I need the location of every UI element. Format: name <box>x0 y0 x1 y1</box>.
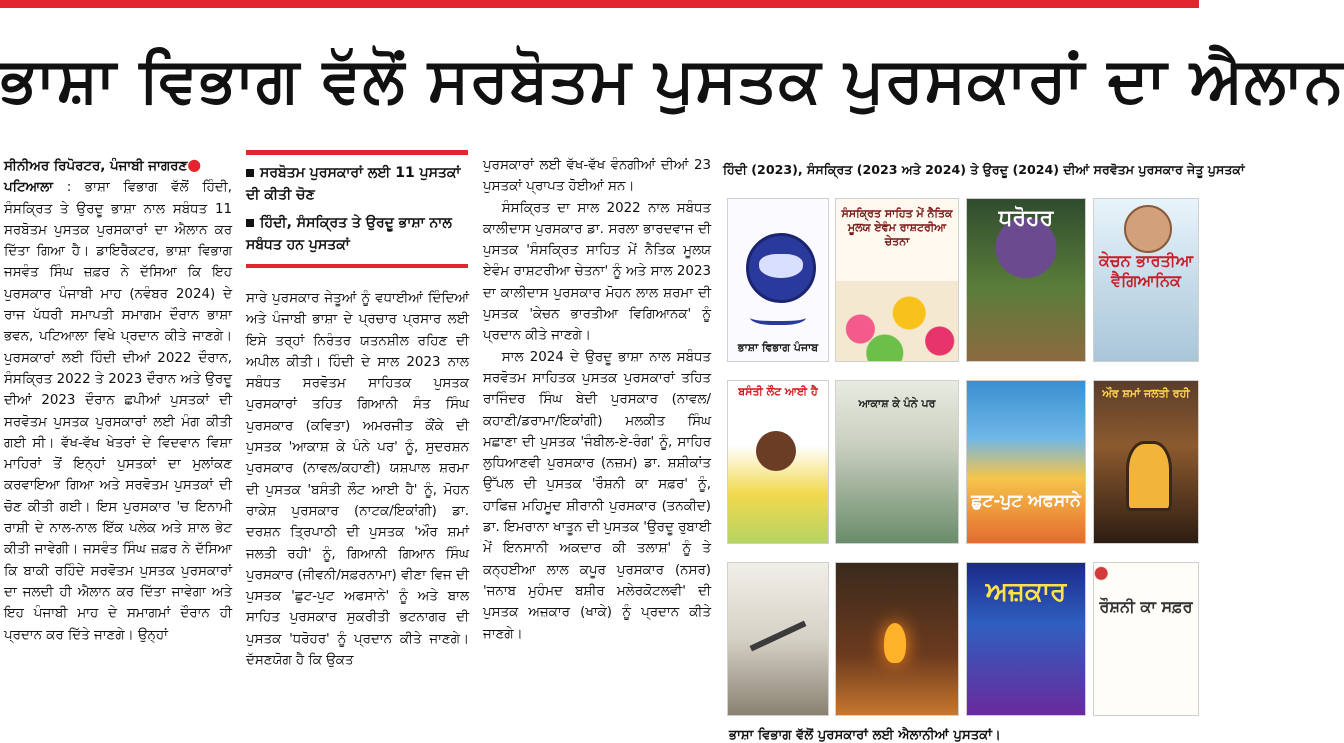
top-rule <box>0 0 1199 8</box>
body-text-col1: : ਭਾਸ਼ਾ ਵਿਭਾਗ ਵੱਲੋਂ ਹਿੰਦੀ, ਸੰਸਕ੍ਰਿਤ ਤੇ ਉਰਦੂ ਭਾਸ਼ਾ ਨਾਲ ਸਬੰਧਤ 11 ਸਰਬੋਤਮ ਪੁਸਤਕ ਪੁਰਸਕਾਰਾਂ ਦਾ ਐਲਾਨ ਕਰ ਦਿੱਤਾ ਗਿਆ ਹੈ। ਡਾਇਰੈਕਟਰ, ਭਾਸ਼ਾ ਵਿਭਾਗ ਜਸਵੰਤ ਸਿੰਘ ਜ਼ਫ਼ਰ ਨੇ ਦੱਸਿਆ ਕਿ ਇਹ ਪੁਰਸਕਾਰ ਪੰਜਾਬੀ ਮਾਹ (ਨਵੰਬਰ 2024) ਦੇ ਰਾਜ ਪੱਧਰੀ ਸਮਾਪਤੀ ਸਮਾਗਮ ਦੌਰਾਨ ਭਾਸ਼ਾ ਭਵਨ, ਪਟਿਆਲਾ ਵਿਖੇ ਪ੍ਰਦਾਨ ਕੀਤੇ ਜਾਣਗੇ। ਪੁਰਸਕਾਰਾਂ ਲਈ ਹਿੰਦੀ ਦੀਆਂ 2022 ਦੌਰਾਨ, ਸੰਸਕ੍ਰਿਤ 2022 ਤੇ 2023 ਦੌਰਾਨ ਅਤੇ ਉਰਦੂ ਦੀਆਂ 2023 ਦੌਰਾਨ ਛਪੀਆਂ ਪੁਸਤਕਾਂ ਦੀ ਸਰਵੋਤਮ ਪੁਸਤਕ ਪੁਰਸਕਾਰਾਂ ਲਈ ਮੰਗ ਕੀਤੀ ਗਈ ਸੀ। ਵੱਖ-ਵੱਖ ਖੇਤਰਾਂ ਦੇ ਵਿਦਵਾਨ ਵਿਸ਼ਾ ਮਾਹਿਰਾਂ ਤੋਂ ਇਨ੍ਹਾਂ ਪੁਸਤਕਾਂ ਦਾ ਮੁਲਾਂਕਣ ਕਰਵਾਇਆ ਗਿਆ ਅਤੇ ਸਰਵੋਤਮ ਪੁਸਤਕਾਂ ਦੀ ਚੋਣ ਕੀਤੀ ਗਈ। ਇਸ ਪੁਰਸਕਾਰ 'ਚ ਇਨਾਮੀ ਰਾਸ਼ੀ ਦੇ ਨਾਲ-ਨਾਲ ਇੱਕ ਪਲੇਕ ਅਤੇ ਸ਼ਾਲ ਭੇਟ ਕੀਤੀ ਜਾਵੇਗੀ। ਜਸਵੰਤ ਸਿੰਘ ਜ਼ਫ਼ਰ ਨੇ ਦੱਸਿਆ ਕਿ ਬਾਕੀ ਰਹਿੰਦੇ ਸਰਵੋਤਮ ਪੁਸਤਕ ਪੁਰਸਕਾਰਾਂ ਦਾ ਜਲਦੀ ਹੀ ਐਲਾਨ ਕਰ ਦਿੱਤਾ ਜਾਵੇਗਾ ਅਤੇ ਇਹ ਪੰਜਾਬੀ ਮਾਹ ਦੇ ਸਮਾਗਮਾਂ ਦੌਰਾਨ ਹੀ ਪ੍ਰਦਾਨ ਕਰ ਦਿੱਤੇ ਜਾਣਗੇ। ਉਨ੍ਹਾਂ <box>4 180 232 643</box>
highlight-rule-bottom <box>246 264 468 268</box>
portrait-icon <box>1124 205 1172 253</box>
book-cover <box>727 562 829 716</box>
open-book-icon <box>750 307 806 325</box>
book-covers-photo <box>719 150 1245 743</box>
book-cover <box>727 380 829 544</box>
lantern-icon <box>1126 441 1172 511</box>
photo-top-caption: ਹਿੰਦੀ (2023), ਸੰਸਕ੍ਰਿਤ (2023 ਅਤੇ 2024) ਤੇ ਉਰਦੂ (2024) ਦੀਆਂ ਸਰਵੋਤਮ ਪੁਰਸਕਾਰ ਜੇਤੂ ਪੁਸਤਕਾਂ <box>723 162 1245 177</box>
woman-portrait-icon <box>756 431 796 471</box>
highlight-box <box>246 150 468 268</box>
book-cover <box>835 198 959 362</box>
corner-ornament-icon <box>1094 563 1112 589</box>
book-cover-text: ਭਾਸ਼ਾ ਵਿਭਾਗ ਪੰਜਾਬ <box>737 341 819 354</box>
book-cover-text: ਬਸੰਤੀ ਲੌਟ ਆਈ ਹੈ <box>738 385 818 398</box>
square-bullet-icon <box>246 169 254 177</box>
highlight-item <box>246 162 468 206</box>
pen-icon <box>750 621 807 652</box>
book-cover <box>966 198 1086 362</box>
dateline: ਪਟਿਆਲਾ <box>4 180 53 196</box>
body-paragraph: ਪੁਰਸਕਾਰਾਂ ਲਈ ਵੱਖ-ਵੱਖ ਵੰਨਗੀਆਂ ਦੀਆਂ 23 ਪੁਸਤਕਾਂ ਪ੍ਰਾਪਤ ਹੋਈਆਂ ਸਨ। <box>483 158 711 195</box>
body-paragraph: ਸੰਸਕ੍ਰਿਤ ਦਾ ਸਾਲ 2022 ਨਾਲ ਸਬੰਧਤ ਕਾਲੀਦਾਸ ਪੁਰਸਕਾਰ ਡਾ. ਸਰਲਾ ਭਾਰਦਵਾਜ ਦੀ ਪੁਸਤਕ 'ਸੰਸਕ੍ਰਿਤ ਸਾਹਿਤ ਮੇਂ ਨੈਤਿਕ ਮੂਲਯ ਏਵੰਮ ਰਾਸ਼ਟਰੀਆ ਚੇਤਨਾ' ਨੂੰ ਅਤੇ ਸਾਲ 2023 ਦਾ ਕਾਲੀਦਾਸ ਪੁਰਸਕਾਰ ਮੋਹਨ ਲਾਲ ਸ਼ਰਮਾ ਦੀ ਪੁਸਤਕ 'ਕੇਚਨ ਭਾਰਤੀਆ ਵਿਗਿਆਨਕ' ਨੂੰ ਪ੍ਰਦਾਨ ਕੀਤੇ ਜਾਣਗੇ। <box>483 200 711 344</box>
book-cover-text: ਔਰ ਸ਼ਮਾਂ ਜਲਤੀ ਰਹੀ <box>1102 387 1190 400</box>
book-cover-text: ਰੌਸ਼ਨੀ ਕਾ ਸਫ਼ਰ <box>1099 597 1193 616</box>
book-cover <box>966 380 1086 544</box>
book-cover <box>1093 380 1199 544</box>
article-column-3 <box>483 155 711 706</box>
book-cover-text: ਧਰੋਹਰ <box>998 206 1054 231</box>
square-bullet-icon <box>246 219 254 227</box>
book-cover <box>966 562 1086 716</box>
book-cover-text: ਛੁਟ-ਪੁਟ ਅਫਸਾਨੇ <box>971 491 1081 511</box>
body-paragraph: ਸਾਲ 2024 ਦੇ ਉਰਦੂ ਭਾਸ਼ਾ ਨਾਲ ਸਬੰਧਤ ਸਰਵੋਤਮ ਸਾਹਿਤਕ ਪੁਸਤਕ ਪੁਰਸਕਾਰਾਂ ਤਹਿਤ ਰਾਜਿੰਦਰ ਸਿੰਘ ਬੇਦੀ ਪੁਰਸਕਾਰ (ਨਾਵਲ/ਕਹਾਣੀ/ਡਰਾਮਾ/ਇਕਾਂਗੀ) ਮਲਕੀਤ ਸਿੰਘ ਮਛਾਣਾ ਦੀ ਪੁਸਤਕ 'ਜੰਬੀਲ-ਏ-ਰੰਗ' ਨੂੰ, ਸਾਹਿਰ ਲੁਧਿਆਣਵੀ ਪੁਰਸਕਾਰ (ਨਜ਼ਮ) ਡਾ. ਸ਼ਸ਼ੀਕਾਂਤ ਉੱਪਲ ਦੀ ਪੁਸਤਕ 'ਰੌਸ਼ਨੀ ਕਾ ਸਫ਼ਰ' ਨੂੰ, ਹਾਫਿਜ਼ ਮਹਿਮੂਦ ਸ਼ੀਰਾਨੀ ਪੁਰਸਕਾਰ (ਤਨਕੀਦ) ਡਾ. ਇਮਰਾਨਾ ਖਾਤੂਨ ਦੀ ਪੁਸਤਕ 'ਉਰਦੂ ਰੁਬਾਈ ਮੇਂ ਇਨਸਾਨੀ ਅਕਦਾਰ ਕੀ ਤਲਾਸ਼' ਨੂੰ ਤੇ ਕਨ੍ਹਈਆ ਲਾਲ ਕਪੂਰ ਪੁਰਸਕਾਰ (ਨਸਰ) 'ਜਨਾਬ ਮੁਹੰਮਦ ਬਸ਼ੀਰ ਮਲੇਰਕੋਟਲਵੀ' ਦੀ ਪੁਸਤਕ ਅਜ਼ਕਾਰ (ਖਾਕੇ) ਨੂੰ ਪ੍ਰਦਾਨ ਕੀਤੇ ਜਾਣਗੇ। <box>483 349 711 642</box>
book-cover <box>727 198 829 362</box>
highlight-text: ਹਿੰਦੀ, ਸੰਸਕ੍ਰਿਤ ਤੇ ਉਰਦੂ ਭਾਸ਼ਾ ਨਾਲ ਸਬੰਧਤ ਹਨ ਪੁਸਤਕਾਂ <box>246 215 452 253</box>
candle-flame-icon <box>884 623 906 663</box>
highlight-rule-top <box>246 150 468 155</box>
book-cover <box>835 562 959 716</box>
book-cover <box>1093 198 1199 362</box>
book-cover <box>1093 562 1199 716</box>
body-text-col2: ਸਾਰੇ ਪੁਰਸਕਾਰ ਜੇਤੂਆਂ ਨੂੰ ਵਧਾਈਆਂ ਦਿੰਦਿਆਂ ਅਤੇ ਪੰਜਾਬੀ ਭਾਸ਼ਾ ਦੇ ਪ੍ਰਚਾਰ ਪ੍ਰਸਾਰ ਲਈ ਇਸੇ ਤਰ੍ਹਾਂ ਨਿਰੰਤਰ ਯਤਨਸ਼ੀਲ ਰਹਿਣ ਦੀ ਅਪੀਲ ਕੀਤੀ। ਹਿੰਦੀ ਦੇ ਸਾਲ 2023 ਨਾਲ ਸਬੰਧਤ ਸਰਵੋਤਮ ਸਾਹਿਤਕ ਪੁਸਤਕ ਪੁਰਸਕਾਰਾਂ ਤਹਿਤ ਗਿਆਨੀ ਸੰਤ ਸਿੰਘ ਪੁਰਸਕਾਰ (ਕਵਿਤਾ) ਅਮਰਜੀਤ ਕੌਂਕੇ ਦੀ ਪੁਸਤਕ 'ਆਕਾਸ਼ ਕੇ ਪੰਨੇ ਪਰ' ਨੂੰ, ਸੁਦਰਸ਼ਨ ਪੁਰਸਕਾਰ (ਨਾਵਲ/ਕਹਾਣੀ) ਯਸ਼ਪਾਲ ਸ਼ਰਮਾ ਦੀ ਪੁਸਤਕ 'ਬਸੰਤੀ ਲੌਟ ਆਈ ਹੈ' ਨੂੰ, ਮੋਹਨ ਰਾਕੇਸ਼ ਪੁਰਸਕਾਰ (ਨਾਟਕ/ਇਕਾਂਗੀ) ਡਾ. ਦਰਸ਼ਨ ਤ੍ਰਿਪਾਠੀ ਦੀ ਪੁਸਤਕ 'ਔਰ ਸ਼ਮਾਂ ਜਲਤੀ ਰਹੀ' ਨੂੰ, ਗਿਆਨੀ ਗਿਆਨ ਸਿੰਘ ਪੁਰਸਕਾਰ (ਜੀਵਨੀ/ਸਫ਼ਰਨਾਮਾ) ਵੀਣਾ ਵਿਜ ਦੀ ਪੁਸਤਕ 'ਛੁਟ-ਪੁਟ ਅਫਸਾਨੇ' ਨੂੰ ਅਤੇ ਬਾਲ ਸਾਹਿਤ ਪੁਰਸਕਾਰ ਸੁਕਰੀਤੀ ਭਟਨਾਗਰ ਦੀ ਪੁਸਤਕ 'ਧਰੋਹਰ' ਨੂੰ ਪ੍ਰਦਾਨ ਕੀਤੇ ਜਾਣਗੇ। ਦੱਸਣਯੋਗ ਹੈ ਕਿ ਉਕਤ <box>246 291 469 669</box>
highlight-item <box>246 212 468 256</box>
byline: ਸੀਨੀਅਰ ਰਿਪੋਰਟਰ, ਪੰਜਾਬੀ ਜਾਗਰਣ <box>4 159 188 174</box>
photo-caption: ਭਾਸ਼ਾ ਵਿਭਾਗ ਵੱਲੋਂ ਪੁਰਸਕਾਰਾਂ ਲਈ ਐਲਾਨੀਆਂ ਪੁਸਤਕਾਂ। <box>729 728 1001 743</box>
book-cover-text: ਅਜ਼ਕਾਰ <box>985 577 1067 607</box>
globe-logo-icon <box>746 233 816 303</box>
headline: ਭਾਸ਼ਾ ਵਿਭਾਗ ਵੱਲੋਂ ਸਰਬੋਤਮ ਪੁਸਤਕ ਪੁਰਸਕਾਰਾਂ ਦਾ ਐਲਾਨ <box>0 43 1344 116</box>
book-cover <box>835 380 959 544</box>
book-cover-text: ਆਕਾਸ਼ ਕੇ ਪੰਨੇ ਪਰ <box>858 397 936 410</box>
byline-bullet-icon: ● <box>187 155 202 174</box>
flowers-illustration-icon <box>836 281 958 361</box>
article-column-1 <box>4 156 232 706</box>
article-column-2 <box>246 288 469 706</box>
book-cover-text: ਕੇਚਨ ਭਾਰਤੀਆ ਵੈਗਿਆਨਿਕ <box>1098 251 1194 290</box>
book-cover-text: ਸੰਸਕ੍ਰਿਤ ਸਾਹਿਤ ਮੇਂ ਨੈਤਿਕ ਮੂਲਯ ਏਵੰਮ ਰਾਸ਼ਟਰੀਆ ਚੇਤਨਾ <box>841 207 953 248</box>
highlight-text: ਸਰਬੋਤਮ ਪੁਰਸਕਾਰਾਂ ਲਈ 11 ਪੁਸਤਕਾਂ ਦੀ ਕੀਤੀ ਚੋਣ <box>246 165 461 203</box>
